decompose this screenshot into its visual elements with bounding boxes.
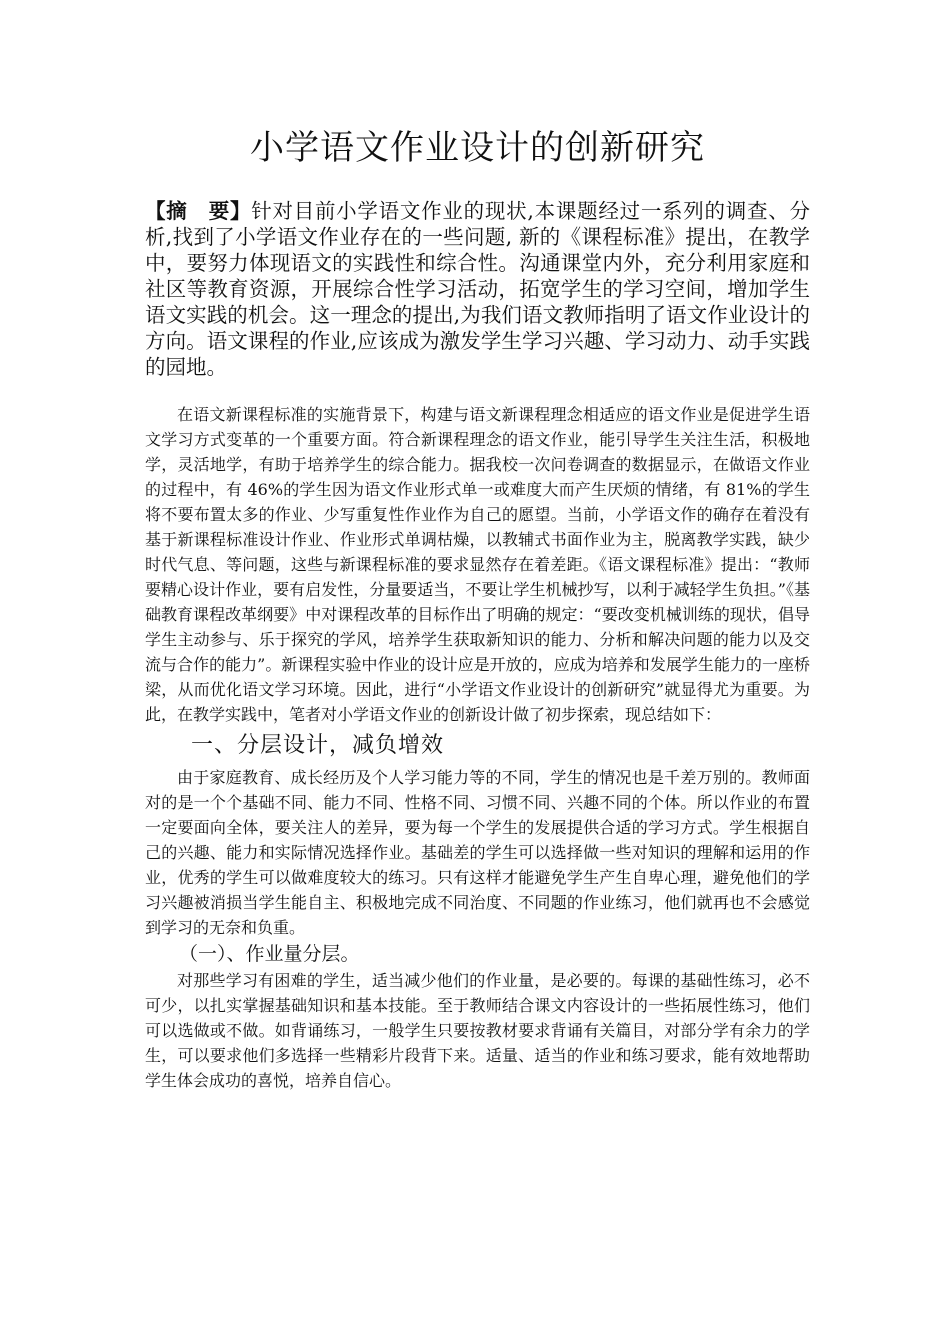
page-title: 小学语文作业设计的创新研究 <box>250 128 705 168</box>
document-page <box>145 120 810 1093</box>
subsection-heading: （一）、作业量分层。 <box>179 943 360 965</box>
section-paragraph: 由于家庭教育、成长经历及个人学习能力等的不同，学生的情况也是千差万别的。教师面对的是一个个基础不同、能力不同、性格不同、习惯不同、兴趣不同的个体。所以作业的布置一定要面向全体，要关注人的差异，要为每一个学生的发展提供合适的学习方式。学生根据自己的兴趣、能力和实际情况选择作业。基础差的学生可以选择做一些对知识的理解和运用的作业，优秀的学生可以做难度较大的练习。只有这样才能避免学生产生自卑心理，避免他们的学习兴趣被消损当学生能自主、积极地完成不同治度、不同题的作业练习，他们就再也不会感觉到学习的无奈和负重。 <box>145 768 810 937</box>
abstract-text: 针对目前小学语文作业的现状,本课题经过一系列的调查、分析,找到了小学语文作业存在的一些问题, 新的《课程标准》提出，在教学中，要努力体现语文的实践性和综合性。沟通课堂内外，充分利用家庭和社区等教育资源，开展综合性学习活动，拓宽学生的学习空间，增加学生语文实践的机会。这一理念的提出,为我们语文教师指明了语文作业设计的方向。语文课程的作业,应该成为激发学生学习兴趣、学习动力、动手实践的园地。 <box>145 199 811 379</box>
abstract-label: 【摘 要】 <box>145 199 252 223</box>
section-heading: 一、分层设计，减负增效 <box>191 733 445 758</box>
abstract <box>145 198 810 380</box>
subsection-paragraph: 对那些学习有困难的学生，适当减少他们的作业量，是必要的。每课的基础性练习，必不可少，以扎实掌握基础知识和基本技能。至于教师结合课文内容设计的一些拓展性练习，他们可以选做或不做。如背诵练习，一般学生只要按教材要求背诵有关篇目，对部分学有余力的学生，可以要求他们多选择一些精彩片段背下来。适量、适当的作业和练习要求，能有效地帮助学生体会成功的喜悦，培养自信心。 <box>145 971 810 1090</box>
intro-paragraph: 在语文新课程标准的实施背景下，构建与语文新课程理念相适应的语文作业是促进学生语文学习方式变革的一个重要方面。符合新课程理念的语文作业，能引导学生关注生活，积极地学，灵活地学，有助于培养学生的综合能力。据我校一次问卷调查的数据显示，在做语文作业的过程中，有 46%的学生因为语文作业形式单一或难度大而产生厌烦的情绪，有 81%的学生将不要布置太多的作业、少写重复性作业作为自己的愿望。当前，小学语文作的确存在着没有基于新课程标准设计作业、作业形式单调枯燥，以教辅式书面作业为主，脱离教学实践，缺少时代气息、等问题，这些与新课程标准的要求显然存在着差距。《语文课程标准》提出：“教师要精心设计作业，要有启发性，分量要适当，不要让学生机械抄写，以利于减轻学生负担。”《基础教育课程改革纲要》中对课程改革的目标作出了明确的规定：“要改变机械训练的现状，倡导学生主动参与、乐于探究的学风，培养学生获取新知识的能力、分析和解决问题的能力以及交流与合作的能力”。新课程实验中作业的设计应是开放的，应成为培养和发展学生能力的一座桥梁，从而优化语文学习环境。因此，进行“小学语文作业设计的创新研究”就显得尤为重要。为此，在教学实践中，笔者对小学语文作业的创新设计做了初步探索，现总结如下： <box>145 405 810 724</box>
